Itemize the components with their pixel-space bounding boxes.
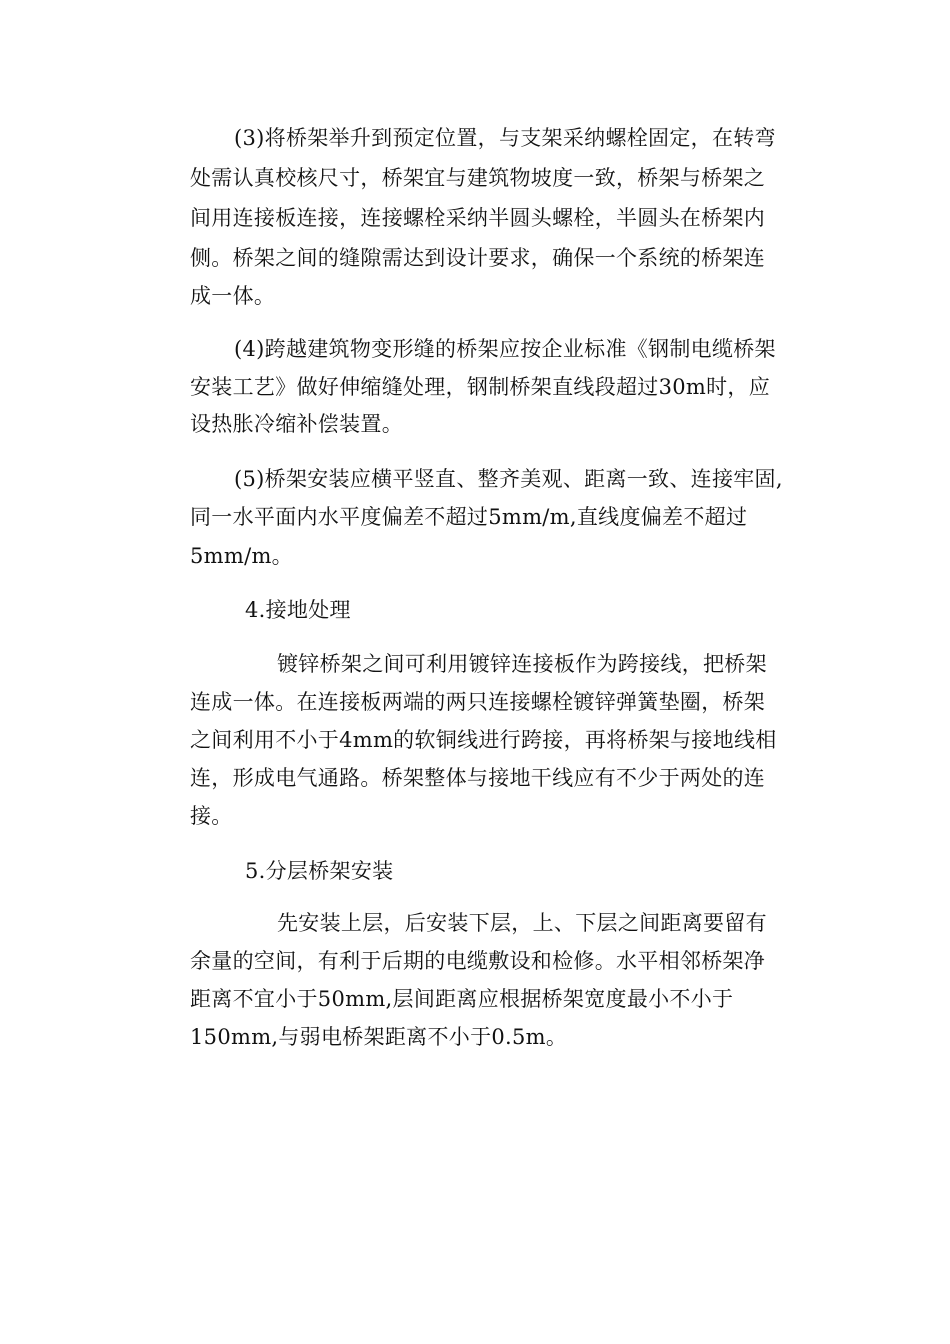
layered-line-2: 余量的空间，有利于后期的电缆敷设和检修。水平相邻桥架净 xyxy=(190,949,766,973)
para-3-line-1: (3)将桥架举升到预定位置，与支架采纳螺栓固定，在转弯 xyxy=(234,126,776,150)
para-5-line-1: (5)桥架安装应横平竖直、整齐美观、距离一致、连接牢固, xyxy=(234,467,783,491)
layered-line-1: 先安装上层，后安装下层，上、下层之间距离要留有 xyxy=(277,911,767,935)
grounding-line-3: 之间利用不小于4mm的软铜线进行跨接，再将桥架与接地线相 xyxy=(190,728,777,752)
grounding-line-1: 镀锌桥架之间可利用镀锌连接板作为跨接线，把桥架 xyxy=(277,652,767,676)
section-heading-layered: 5.分层桥架安装 xyxy=(245,859,394,883)
layered-line-4: 150mm,与弱电桥架距离不小于0.5m。 xyxy=(190,1025,568,1049)
para-4-line-2: 安装工艺》做好伸缩缝处理，钢制桥架直线段超过30m时，应 xyxy=(190,375,771,399)
para-3-line-4: 侧。桥架之间的缝隙需达到设计要求，确保一个系统的桥架连 xyxy=(190,246,766,270)
para-3-line-5: 成一体。 xyxy=(190,284,276,308)
layered-line-3: 距离不宜小于50mm,层间距离应根据桥架宽度最小不小于 xyxy=(190,987,734,1011)
para-5-line-2: 同一水平面内水平度偏差不超过5mm/m,直线度偏差不超过 xyxy=(190,505,748,529)
para-3-line-3: 间用连接板连接，连接螺栓采纳半圆头螺栓，半圆头在桥架内 xyxy=(190,206,766,230)
section-heading-grounding: 4.接地处理 xyxy=(245,598,351,622)
grounding-line-5: 接。 xyxy=(190,804,233,828)
para-3-line-2: 处需认真校核尺寸，桥架宜与建筑物坡度一致，桥架与桥架之 xyxy=(190,166,766,190)
grounding-line-2: 连成一体。在连接板两端的两只连接螺栓镀锌弹簧垫圈，桥架 xyxy=(190,690,766,714)
para-4-line-1: (4)跨越建筑物变形缝的桥架应按企业标准《钢制电缆桥架 xyxy=(234,337,776,361)
para-4-line-3: 设热胀冷缩补偿装置。 xyxy=(190,412,403,436)
grounding-line-4: 连，形成电气通路。桥架整体与接地干线应有不少于两处的连 xyxy=(190,766,766,790)
para-5-line-3: 5mm/m。 xyxy=(190,544,293,568)
